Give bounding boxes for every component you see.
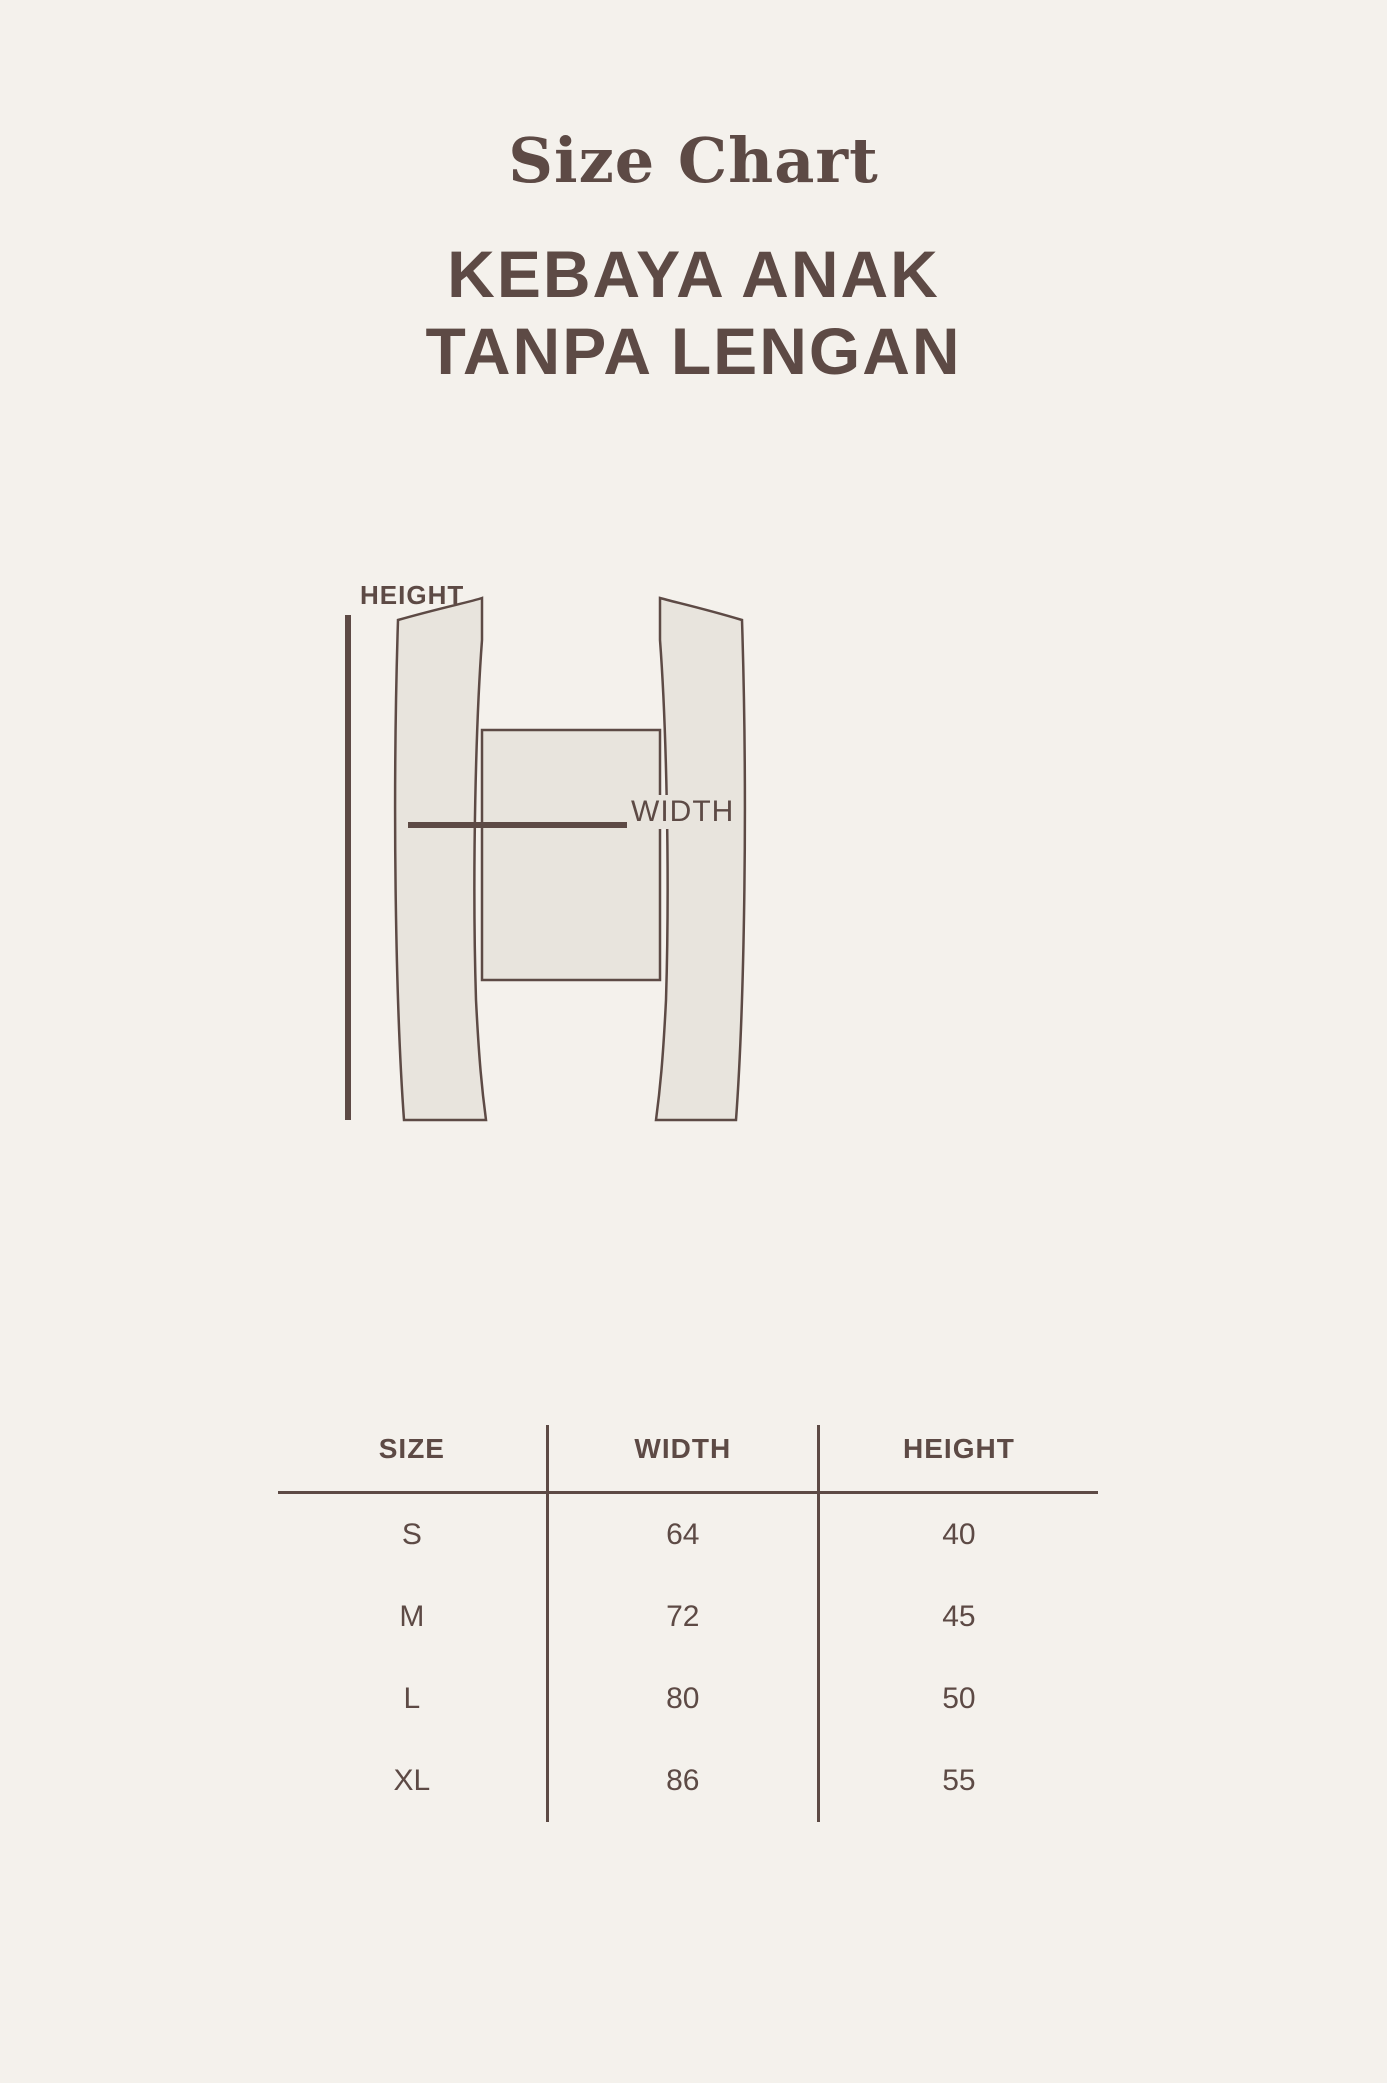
title-block — [0, 124, 1387, 389]
column-header-size: SIZE — [378, 1433, 445, 1464]
cell-height: 40 — [942, 1518, 976, 1551]
cell-height: 55 — [942, 1764, 976, 1797]
garment-right-panel — [656, 598, 745, 1120]
cell-size: M — [399, 1600, 425, 1633]
cell-height: 45 — [942, 1600, 976, 1633]
table-row — [278, 1576, 1098, 1658]
size-table-body — [278, 1493, 1098, 1823]
cell-size: L — [403, 1682, 421, 1715]
page-title-line1: KEBAYA ANAK — [447, 237, 940, 311]
width-axis-label: WIDTH — [627, 795, 738, 829]
cell-size: S — [401, 1518, 422, 1551]
column-header-height: HEIGHT — [903, 1433, 1015, 1464]
cell-width: 64 — [547, 1493, 818, 1577]
page-title — [0, 236, 1387, 389]
garment-illustration — [330, 580, 1070, 1300]
cell-size: XL — [393, 1764, 431, 1797]
size-table — [278, 1425, 1098, 1822]
cell-height: 50 — [942, 1682, 976, 1715]
garment-left-panel — [395, 598, 486, 1120]
size-table-head — [278, 1425, 1098, 1493]
garment-center-body — [482, 730, 660, 980]
cell-width: 86 — [547, 1740, 818, 1822]
height-axis-label: HEIGHT — [360, 580, 465, 610]
page-title-line2: TANPA LENGAN — [425, 313, 962, 388]
garment-diagram-svg — [330, 580, 1070, 1300]
column-header-width: WIDTH — [547, 1425, 818, 1493]
table-row — [278, 1493, 1098, 1577]
cell-width: 72 — [547, 1576, 818, 1658]
cell-width: 80 — [547, 1658, 818, 1740]
size-table-wrap — [278, 1425, 1098, 1822]
table-row — [278, 1658, 1098, 1740]
table-header-row — [278, 1425, 1098, 1493]
script-title: Size Chart — [508, 124, 879, 197]
table-row — [278, 1740, 1098, 1822]
